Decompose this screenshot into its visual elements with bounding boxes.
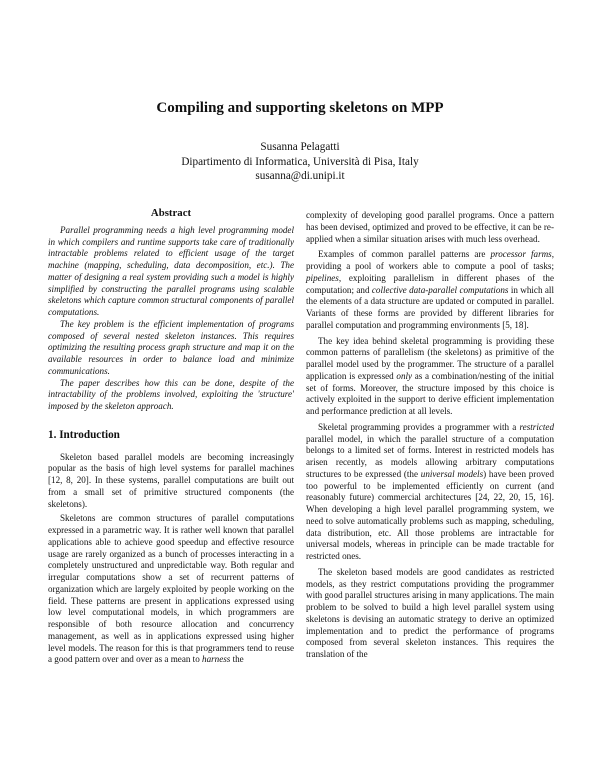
right-paragraph-2: Examples of common parallel patterns are processor farms, providing a pool of workers able to compute a pool of tasks; pipelines, exploiting parallelism in different phases of the computation; and collective data-parallel computations in which all the elements of a data structure are updated or computed in parallel. Variants of these forms are provided by different libraries for parallel computation and programming environments [5, 18]. (306, 249, 554, 330)
abstract-section (48, 208, 294, 413)
intro-paragraph-2: Skeletons are common structures of parallel computations expressed in a parametric way. It is rather well known that parallel applications able to achieve good speedup and effective resource usage are rarely organized as a bunch of processes interacting in a completely unstructured and unpredictable way. Both regular and irregular computations show a set of recurrent patterns of organization which are largely exploited by people working on the field. These patterns are present in applications expressed using low level computational models, in which programmers are responsible of both resource allocation and concurrency management, as well as in applications expressed using higher level models. The reason for this is that programmers tend to reuse a good pattern over and over as a mean to harness the (48, 513, 294, 665)
abstract-paragraph-1: Parallel programming needs a high level programming model in which compilers and runtime supports take care of traditionally intractable problems related to efficient usage of the target machine (mapping, scheduling, data decomposition, etc.). The matter of designing a real system providing such a model is highly simplified by constructing the parallel programs using scalable skeletons which capture common structural components of parallel computations. (48, 224, 294, 317)
author-block (0, 140, 600, 184)
abstract-paragraph-2: The key problem is the efficient implementation of programs composed of several nested skeleton instances. This requires optimizing the resulting process graph structure and map it on the available resources in order to balance load and minimize communications. (48, 318, 294, 376)
right-paragraph-3: The key idea behind skeletal programming is providing these common patterns of parallelism (the skeletons) as primitive of the parallel model used by the programmer. The structure of a parallel application is expressed only as a combination/nesting of the initial set of forms. Moreover, the structure imposed by this choice is actively exploited in the support to derive efficient implementation and performance prediction at all levels. (306, 335, 554, 416)
author-name: Susanna Pelagatti (260, 141, 340, 153)
abstract-heading: Abstract (150, 207, 192, 219)
right-paragraph-4: Skeletal programming provides a programmer with a restricted parallel model, in which the parallel structure of a computation belongs to a limited set of forms. Interest in restricted models has arisen recently, as models allowing arbitrary computations structures to be expressed (the universal models) have been proved too powerful to be implemented efficiently on current (and reasonably future) commercial architectures [24, 22, 20, 15, 16]. When developing a high level parallel programming system, we need to solve automatically problems such as mapping, scheduling, data distribution, etc. All those problems are intractable for universal models, whereas in principle can be made tractable for restricted ones. (306, 421, 554, 561)
left-column (48, 208, 294, 669)
intro-paragraph-1: Skeleton based parallel models are becoming increasingly popular as the basis of high level systems for parallel machines [12, 8, 20]. In these systems, parallel computations are built out from a small set of primitive structured components (the skeletons). (48, 451, 294, 509)
introduction-heading: 1. Introduction (48, 428, 120, 441)
right-paragraph-5: The skeleton based models are good candidates as restricted models, as they restrict computations providing the programmer with good parallel structures arising in many applications. The main problem to be solved to build a high level parallel system using skeletons is devising an automatic strategy to derive an optimized implementation and to predict the performance of programs composed from several skeleton instances. This requires the translation of the (306, 566, 554, 659)
right-paragraph-1: complexity of developing good parallel programs. Once a pattern has been devised, optimized and proved to be effective, it can be re-applied when a similar situation arises with much less overhead. (306, 210, 554, 244)
author-affiliation: Dipartimento di Informatica, Università di Pisa, Italy (181, 155, 419, 168)
author-email: susanna@di.unipi.it (255, 170, 345, 183)
abstract-paragraph-3: The paper describes how this can be done, despite of the intractability of the problems involved, exploiting the 'structure' imposed by the skeleton approach. (48, 377, 294, 411)
introduction-section (48, 430, 294, 666)
right-column (306, 210, 554, 665)
paper-title: Compiling and supporting skeletons on MPP (156, 100, 444, 116)
